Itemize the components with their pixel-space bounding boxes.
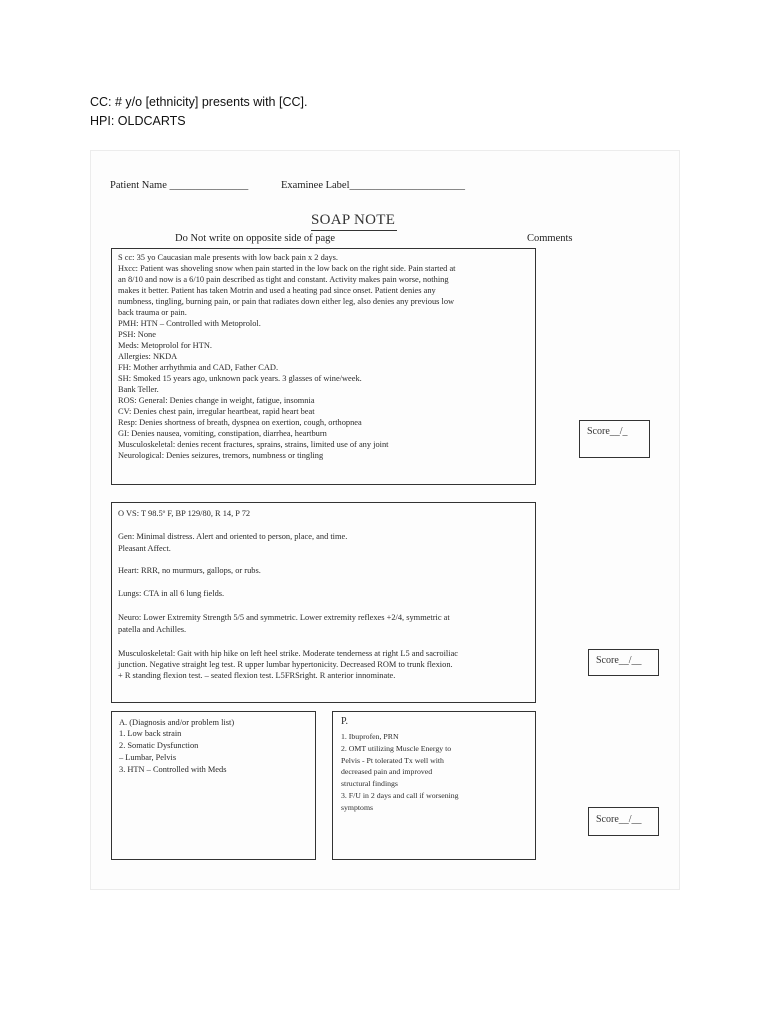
- subjective-line: Neurological: Denies seizures, tremors, numbness or tingling: [118, 451, 324, 460]
- subjective-line: makes it better. Patient has taken Motrin and used a heating pad since onset. Patient denies any: [118, 286, 436, 295]
- subjective-score-box: [579, 420, 650, 458]
- objective-line: + R standing flexion test. – seated flexion test. L5FRSright. R anterior innominate.: [118, 671, 396, 680]
- subjective-line: Hxcc: Patient was shoveling snow when pain started in the low back on the right side. Pain started at: [118, 264, 456, 273]
- cc-template-line: CC: # y/o [ethnicity] presents with [CC].: [90, 95, 308, 109]
- assessment-line: 1. Low back strain: [119, 729, 182, 738]
- plan-section: [332, 711, 536, 860]
- plan-line: 2. OMT utilizing Muscle Energy to: [341, 744, 452, 753]
- subjective-line: FH: Mother arrhythmia and CAD, Father CAD.: [118, 363, 279, 372]
- objective-line: Musculoskeletal: Gait with hip hike on left heel strike. Moderate tenderness at right L5 and sacroiliac: [118, 649, 459, 658]
- subjective-line: Meds: Metoprolol for HTN.: [118, 341, 212, 350]
- objective-line: Pleasant Affect.: [118, 544, 171, 553]
- plan-line: 3. F/U in 2 days and call if worsening: [341, 791, 459, 800]
- subjective-score-label: Score__/_: [587, 426, 628, 437]
- subjective-line: Bank Teller.: [118, 385, 159, 394]
- subjective-line: an 8/10 and now is a 6/10 pain described as tight and constant. Activity makes pain worse, nothing: [118, 275, 449, 284]
- assessment-section: [111, 711, 316, 860]
- plan-line: decreased pain and improved: [341, 767, 433, 776]
- objective-line: patella and Achilles.: [118, 625, 187, 634]
- subjective-line: PSH: None: [118, 330, 156, 339]
- subjective-line: CV: Denies chest pain, irregular heartbeat, rapid heart beat: [118, 407, 315, 416]
- objective-line: junction. Negative straight leg test. R upper lumbar hypertonicity. Decreased ROM to trunk flexion.: [118, 660, 453, 669]
- subjective-line: S cc: 35 yo Caucasian male presents with low back pain x 2 days.: [118, 253, 339, 262]
- objective-score-label: Score__/__: [596, 655, 642, 666]
- subjective-line: SH: Smoked 15 years ago, unknown pack years. 3 glasses of wine/week.: [118, 374, 362, 383]
- objective-line: Neuro: Lower Extremity Strength 5/5 and symmetric. Lower extremity reflexes +2/4, symmetric at: [118, 613, 450, 622]
- subjective-line: numbness, tingling, burning pain, or pain that radiates down either leg, also denies any previous low: [118, 297, 455, 306]
- plan-line: symptoms: [341, 803, 374, 812]
- subjective-line: Musculoskeletal: denies recent fractures, sprains, strains, limited use of any joint: [118, 440, 389, 449]
- hpi-template-line: HPI: OLDCARTS: [90, 114, 186, 128]
- subjective-line: PMH: HTN – Controlled with Metoprolol.: [118, 319, 261, 328]
- objective-line: Gen: Minimal distress. Alert and oriented to person, place, and time.: [118, 532, 348, 541]
- assessment-line: A. (Diagnosis and/or problem list): [119, 718, 235, 727]
- form-title: SOAP NOTE: [311, 212, 396, 228]
- objective-line: Lungs: CTA in all 6 lung fields.: [118, 589, 225, 598]
- subjective-line: back trauma or pain.: [118, 308, 187, 317]
- patient-name-field: Patient Name _______________: [110, 180, 249, 191]
- subjective-line: Allergies: NKDA: [118, 352, 178, 361]
- objective-line: O VS: T 98.5º F, BP 129/80, R 14, P 72: [118, 509, 251, 518]
- plan-line: 1. Ibuprofen, PRN: [341, 732, 399, 741]
- objective-score-box: [588, 649, 659, 676]
- scanned-soap-form: [90, 150, 680, 890]
- subjective-line: Resp: Denies shortness of breath, dyspnea on exertion, cough, orthopnea: [118, 418, 362, 427]
- assessment-line: – Lumbar, Pelvis: [119, 753, 177, 762]
- plan-score-label: Score__/__: [596, 814, 642, 825]
- subjective-section: [111, 248, 536, 485]
- objective-line: Heart: RRR, no murmurs, gallops, or rubs.: [118, 566, 261, 575]
- examinee-label-field: Examinee Label______________________: [281, 180, 466, 191]
- objective-section: [111, 502, 536, 703]
- subjective-line: GI: Denies nausea, vomiting, constipation, diarrhea, heartburn: [118, 429, 327, 438]
- comments-label: Comments: [527, 233, 573, 244]
- plan-line: Pelvis - Pt tolerated Tx well with: [341, 756, 444, 765]
- assessment-line: 2. Somatic Dysfunction: [119, 741, 199, 750]
- plan-line: P.: [341, 716, 348, 727]
- title-underline: [311, 230, 397, 231]
- plan-score-box: [588, 807, 659, 836]
- form-instruction: Do Not write on opposite side of page: [175, 233, 336, 244]
- assessment-line: 3. HTN – Controlled with Meds: [119, 765, 227, 774]
- subjective-line: ROS: General: Denies change in weight, fatigue, insomnia: [118, 396, 315, 405]
- plan-line: structural findings: [341, 779, 398, 788]
